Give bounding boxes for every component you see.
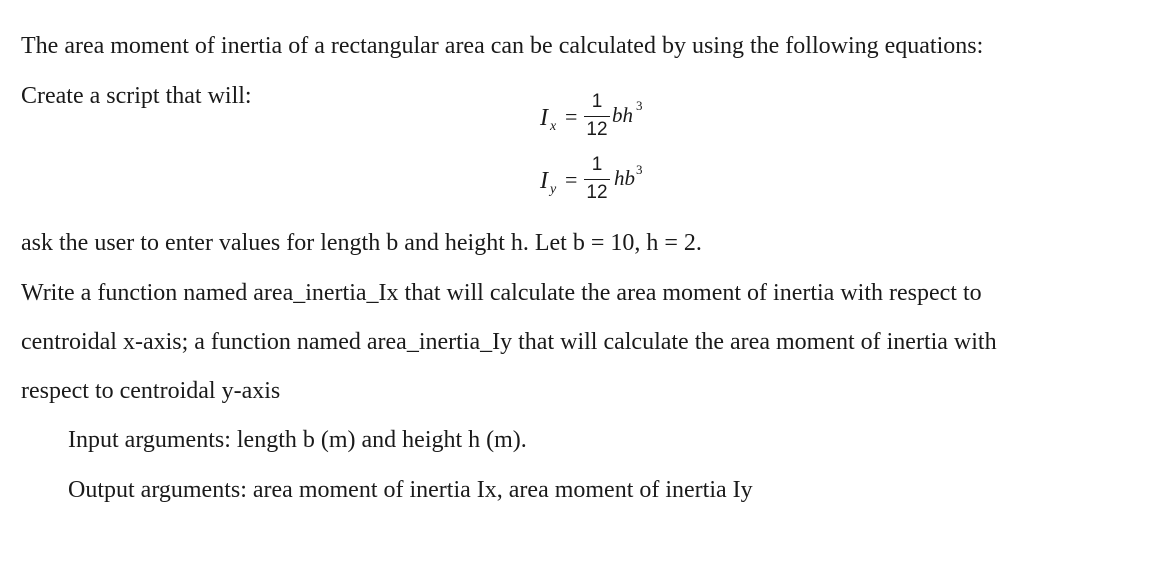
iy-equals: =	[565, 167, 578, 192]
ix-denominator: 12	[586, 119, 608, 140]
input-arguments-text: Input arguments: length b (m) and height h (m).	[68, 427, 527, 453]
write-function-line-1: Write a function named area_inertia_Ix that will calculate the area moment of inertia with respect to	[21, 280, 982, 306]
write-function-line-2: centroidal x-axis; a function named area_inertia_Iy that will calculate the area moment of inertia with	[21, 329, 997, 355]
ix-term: bh	[612, 103, 633, 127]
iy-subscript: y	[550, 182, 557, 197]
equation-ix	[538, 90, 678, 146]
ix-numerator: 1	[591, 91, 603, 112]
ix-symbol: I	[540, 105, 548, 131]
ix-fraction-bar	[584, 116, 610, 117]
equation-iy	[538, 152, 678, 210]
iy-symbol: I	[540, 168, 548, 194]
write-function-line-3: respect to centroidal y-axis	[21, 378, 281, 404]
ix-subscript: x	[550, 119, 557, 134]
iy-numerator: 1	[591, 154, 603, 175]
iy-term: hb	[614, 166, 635, 190]
iy-exponent: 3	[636, 162, 643, 177]
iy-denominator: 12	[586, 182, 608, 203]
create-script-text: Create a script that will:	[21, 83, 252, 109]
output-arguments-text: Output arguments: area moment of inertia Ix, area moment of inertia Iy	[68, 477, 753, 503]
iy-fraction-bar	[584, 179, 610, 180]
ask-user-text: ask the user to enter values for length b and height h. Let b = 10, h = 2.	[21, 230, 702, 256]
intro-text: The area moment of inertia of a rectangular area can be calculated by using the following equations:	[21, 33, 984, 59]
ix-equals: =	[565, 104, 578, 129]
ix-exponent: 3	[636, 98, 643, 113]
